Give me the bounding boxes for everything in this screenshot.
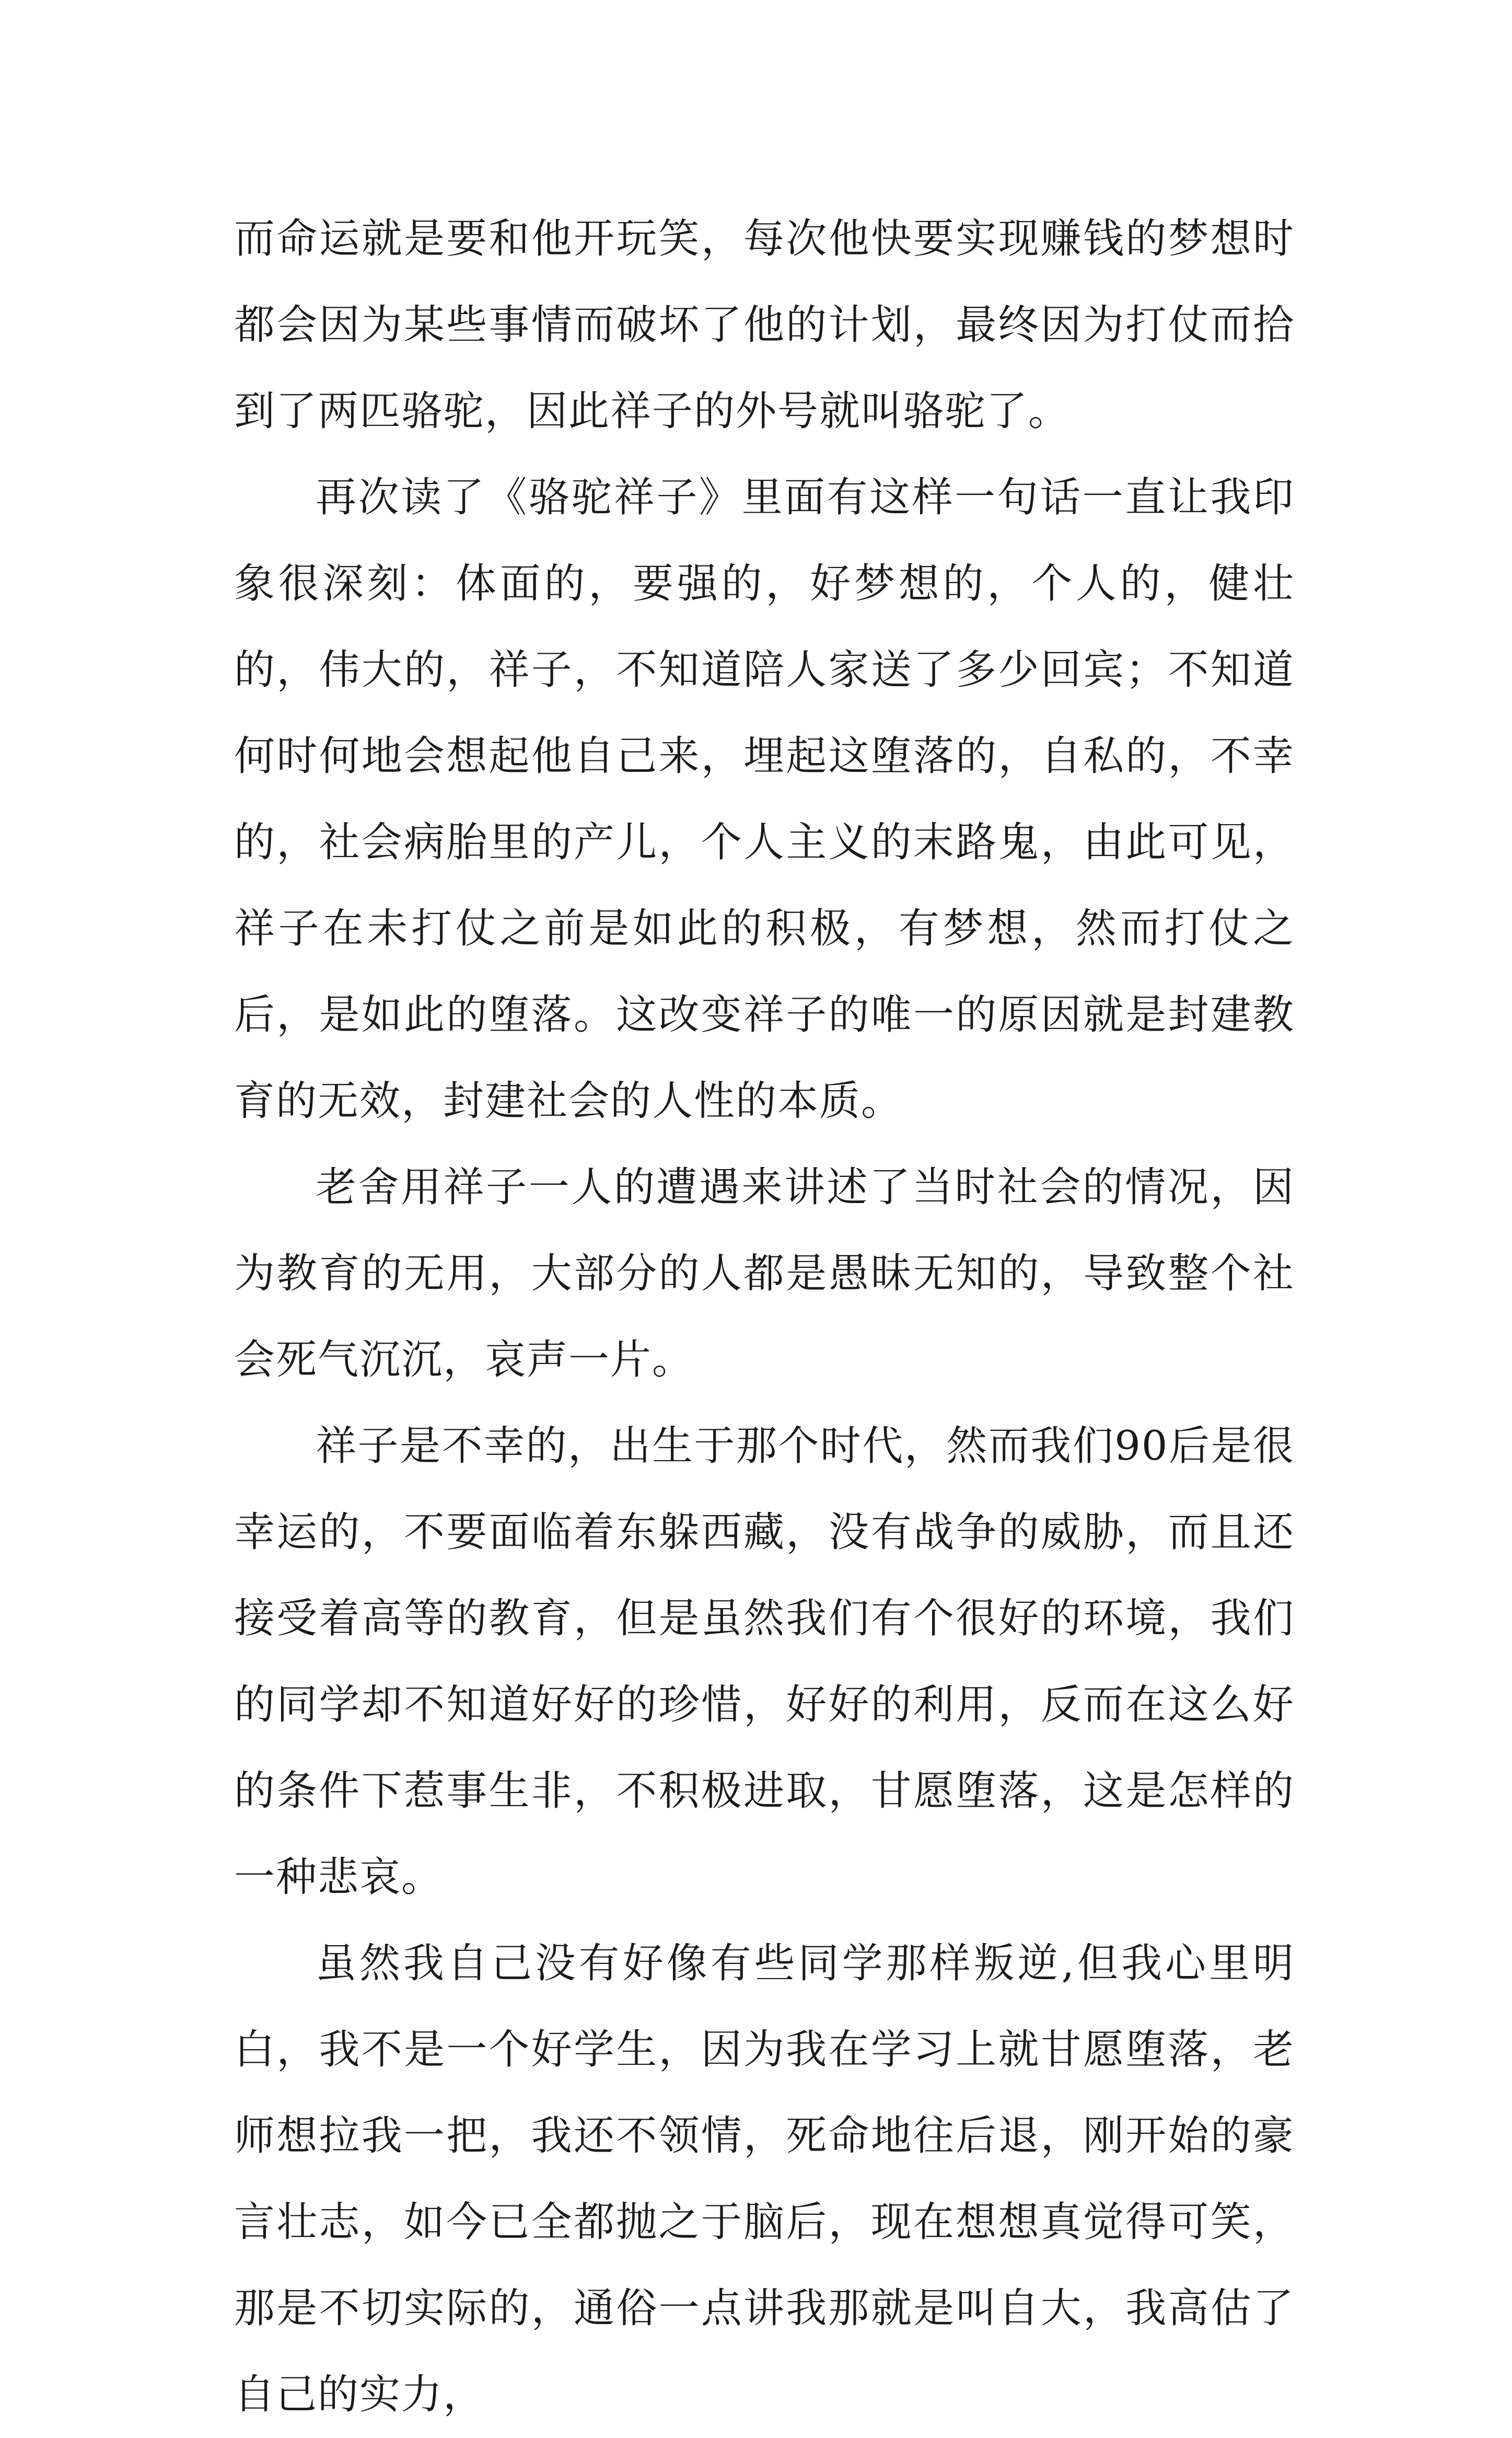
paragraph-5: 虽然我自己没有好像有些同学那样叛逆,但我心里明白，我不是一个好学生，因为我在学习上就甘愿堕落，老师想拉我一把，我还不领情，死命地往后退，刚开始的豪言壮志，如今已全都抛之于脑后，现在想想真觉得可笑，那是不切实际的，通俗一点讲我那就是叫自大，我高估了自己的实力， [234,1940,1295,2418]
paragraph-3: 老舍用祥子一人的遭遇来讲述了当时社会的情况，因为教育的无用，大部分的人都是愚昧无知的，导致整个社会死气沉沉，哀声一片。 [234,1164,1295,1383]
paragraph-2: 再次读了《骆驼祥子》里面有这样一句话一直让我印象很深刻：体面的，要强的，好梦想的，个人的，健壮的，伟大的，祥子，不知道陪人家送了多少回宾；不知道何时何地会想起他自己来，埋起这堕落的，自私的，不幸的，社会病胎里的产儿，个人主义的末路鬼，由此可见，祥子在未打仗之前是如此的积极，有梦想，然而打仗之后，是如此的堕落。这改变祥子的唯一的原因就是封建教育的无效，封建社会的人性的本质。 [234,474,1295,1125]
paragraph-1: 而命运就是要和他开玩笑，每次他快要实现赚钱的梦想时都会因为某些事情而破坏了他的计划，最终因为打仗而拾到了两匹骆驼，因此祥子的外号就叫骆驼了。 [234,215,1295,435]
body-text [234,196,1295,2438]
paragraph-4: 祥子是不幸的，出生于那个时代，然而我们90后是很幸运的，不要面临着东躲西藏，没有战争的威胁，而且还接受着高等的教育，但是虽然我们有个很好的环境，我们的同学却不知道好好的珍惜，好好的利用，反而在这么好的条件下惹事生非，不积极进取，甘愿堕落，这是怎样的一种悲哀。 [234,1423,1295,1901]
